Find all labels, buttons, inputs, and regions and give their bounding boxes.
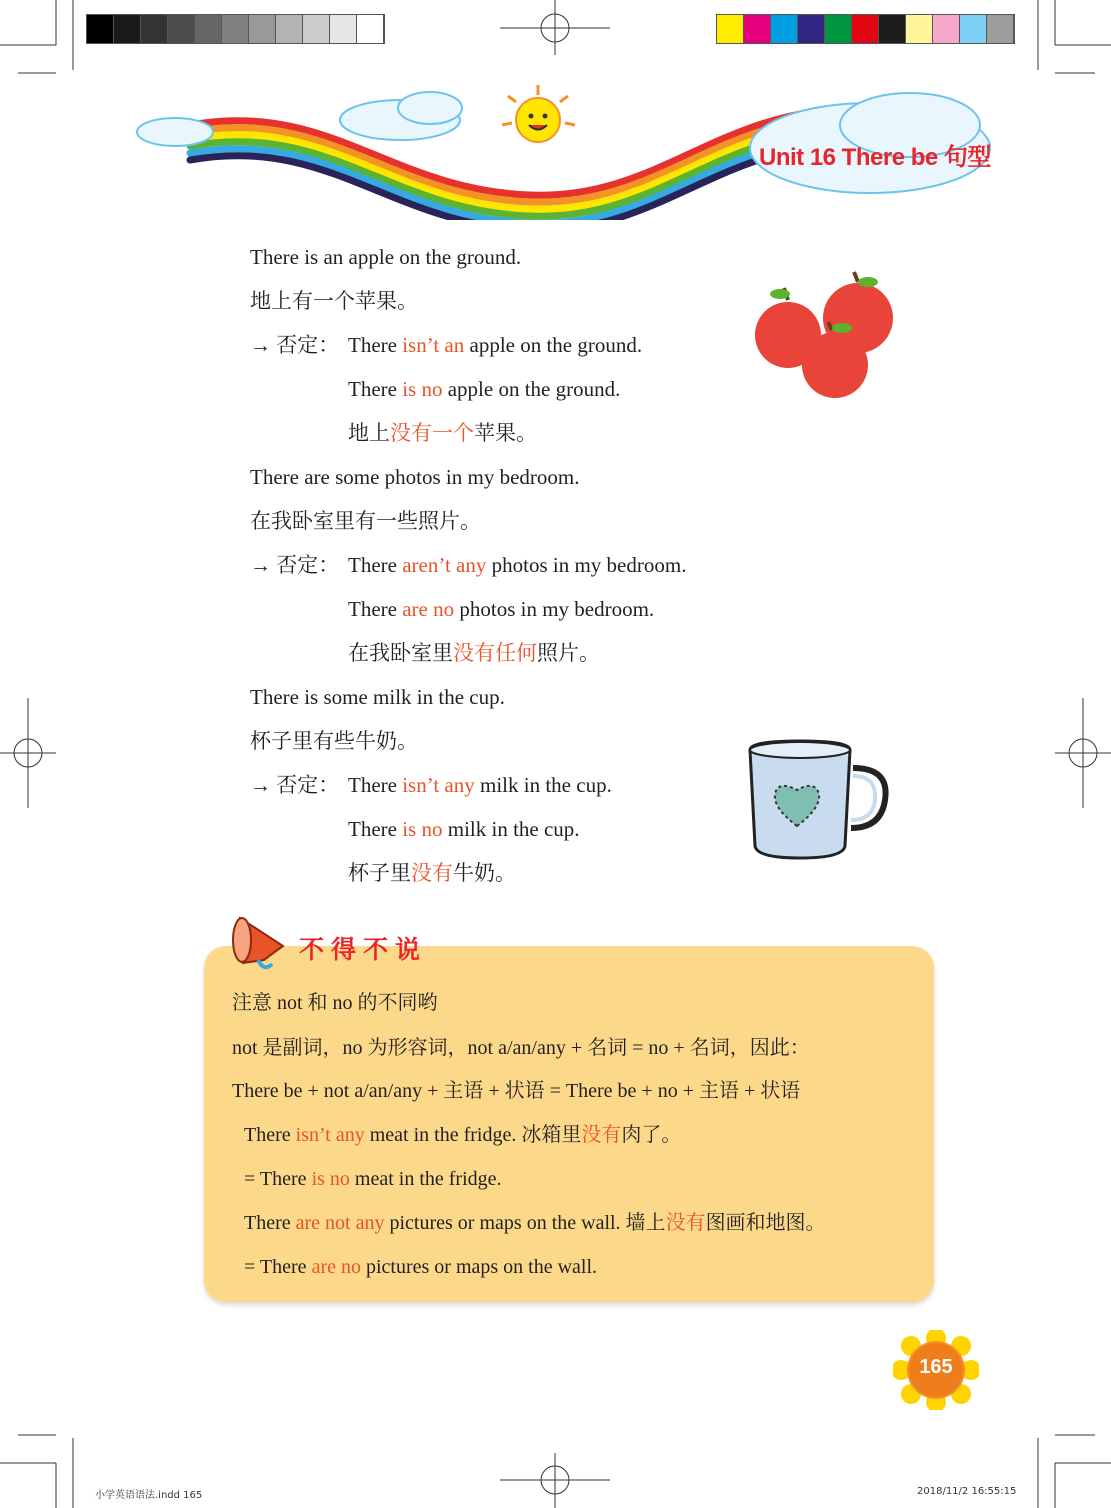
gray-swatch-10 bbox=[330, 15, 357, 43]
negative-form-2 bbox=[348, 376, 620, 402]
example-sentence: There is some milk in the cup. bbox=[250, 685, 505, 709]
color-swatch-7 bbox=[879, 15, 906, 43]
text-segment: milk in the cup. bbox=[474, 773, 612, 797]
highlight-segment: 没有 bbox=[665, 1212, 706, 1234]
gray-swatch-9 bbox=[303, 15, 330, 43]
highlight-segment: aren’t any bbox=[402, 553, 487, 577]
text-segment: meat in the fridge. 冰箱里 bbox=[364, 1124, 582, 1146]
text-segment: There bbox=[244, 1124, 296, 1146]
color-swatch-1 bbox=[717, 15, 744, 43]
tip-example-2 bbox=[244, 1166, 502, 1192]
gray-swatch-5 bbox=[195, 15, 222, 43]
example-sentence: There are some photos in my bedroom. bbox=[250, 465, 580, 489]
gray-swatch-3 bbox=[141, 15, 168, 43]
gray-swatch-1 bbox=[87, 15, 114, 43]
tip-note: 注意 not 和 no 的不同哟 bbox=[232, 992, 438, 1014]
highlight-segment: isn’t any bbox=[295, 1124, 365, 1146]
highlight-segment: isn’t any bbox=[402, 773, 475, 797]
highlight-segment: 没有任何 bbox=[453, 641, 537, 665]
text-segment: 在我卧室里 bbox=[348, 641, 453, 665]
color-swatch-3 bbox=[771, 15, 798, 43]
color-swatch-5 bbox=[825, 15, 852, 43]
footer-timestamp: 2018/11/2 16:55:15 bbox=[917, 1486, 1017, 1497]
text-segment: pictures or maps on the wall. bbox=[360, 1256, 598, 1278]
text-segment: 牛奶。 bbox=[453, 861, 516, 885]
gray-swatch-8 bbox=[276, 15, 303, 43]
negative-translation bbox=[348, 420, 537, 446]
text-segment: = There bbox=[244, 1256, 312, 1278]
gray-swatch-7 bbox=[249, 15, 276, 43]
text-segment: There bbox=[348, 553, 403, 577]
highlight-segment: are no bbox=[402, 597, 455, 621]
negation-label: → 否定： bbox=[250, 553, 340, 577]
example-translation: 杯子里有些牛奶。 bbox=[250, 729, 418, 753]
color-swatch-4 bbox=[798, 15, 825, 43]
color-swatch-8 bbox=[906, 15, 933, 43]
color-swatch-2 bbox=[744, 15, 771, 43]
text-segment: apple on the ground. bbox=[442, 377, 621, 401]
text-segment: There bbox=[348, 773, 403, 797]
color-swatch-11 bbox=[987, 15, 1014, 43]
highlight-segment: 没有 bbox=[581, 1124, 622, 1146]
page-number: 165 bbox=[919, 1356, 953, 1378]
highlight-segment: 没有 bbox=[411, 861, 453, 885]
text-segment: 照片。 bbox=[537, 641, 600, 665]
tip-explanation: not 是副词，no 为形容词，not a/an/any + 名词 = no + 名词，因此： bbox=[232, 1037, 810, 1059]
negative-form-2 bbox=[348, 816, 580, 842]
negative-form-1 bbox=[348, 772, 612, 798]
gray-swatch-11 bbox=[357, 15, 384, 43]
apples-illustration bbox=[750, 270, 900, 410]
negative-form-1 bbox=[348, 552, 686, 578]
gray-color-bar bbox=[86, 14, 385, 44]
text-segment: 地上 bbox=[348, 421, 390, 445]
text-segment: = There bbox=[244, 1168, 312, 1190]
tip-formula: There be + not a/an/any + 主语 + 状语 = There be + no + 主语 + 状语 bbox=[232, 1080, 801, 1102]
text-segment: There bbox=[244, 1212, 296, 1234]
text-segment: apple on the ground. bbox=[464, 333, 643, 357]
text-segment: photos in my bedroom. bbox=[454, 597, 655, 621]
color-swatch-9 bbox=[933, 15, 960, 43]
example-sentence: There is an apple on the ground. bbox=[250, 245, 522, 269]
text-segment: meat in the fridge. bbox=[349, 1168, 502, 1190]
text-segment: 肉了。 bbox=[621, 1124, 682, 1146]
text-segment: 杯子里 bbox=[348, 861, 411, 885]
text-segment: There bbox=[348, 597, 403, 621]
text-segment: pictures or maps on the wall. 墙上 bbox=[384, 1212, 666, 1234]
text-segment: milk in the cup. bbox=[442, 817, 580, 841]
negative-translation bbox=[348, 640, 600, 666]
tip-example-3 bbox=[244, 1210, 826, 1236]
gray-swatch-2 bbox=[114, 15, 141, 43]
text-segment: There bbox=[348, 377, 403, 401]
example-translation: 在我卧室里有一些照片。 bbox=[250, 509, 481, 533]
negative-translation bbox=[348, 860, 516, 886]
unit-title: Unit 16 There be 句型 bbox=[759, 144, 991, 171]
cup-illustration bbox=[745, 738, 895, 863]
highlight-segment: 没有一个 bbox=[390, 421, 474, 445]
negation-label: → 否定： bbox=[250, 333, 340, 357]
tip-example-1 bbox=[244, 1122, 681, 1148]
text-segment: There bbox=[348, 333, 403, 357]
color-bar bbox=[716, 14, 1015, 44]
text-segment: 图画和地图。 bbox=[705, 1212, 826, 1234]
example-translation: 地上有一个苹果。 bbox=[250, 289, 418, 313]
color-swatch-6 bbox=[852, 15, 879, 43]
highlight-segment: isn’t an bbox=[402, 333, 465, 357]
highlight-segment: is no bbox=[402, 817, 443, 841]
highlight-segment: is no bbox=[402, 377, 443, 401]
tip-title: 不得不说 bbox=[299, 935, 428, 964]
gray-swatch-4 bbox=[168, 15, 195, 43]
highlight-segment: are not any bbox=[295, 1212, 385, 1234]
tip-example-4 bbox=[244, 1254, 597, 1280]
negation-label: → 否定： bbox=[250, 773, 340, 797]
highlight-segment: is no bbox=[311, 1168, 350, 1190]
text-segment: photos in my bedroom. bbox=[486, 553, 687, 577]
footer-file: 小学英语语法.indd 165 bbox=[95, 1490, 203, 1501]
text-segment: There bbox=[348, 817, 403, 841]
negative-form-1 bbox=[348, 332, 642, 358]
text-segment: 苹果。 bbox=[474, 421, 537, 445]
gray-swatch-6 bbox=[222, 15, 249, 43]
color-swatch-10 bbox=[960, 15, 987, 43]
highlight-segment: are no bbox=[311, 1256, 361, 1278]
megaphone-icon bbox=[228, 908, 298, 974]
negative-form-2 bbox=[348, 596, 654, 622]
